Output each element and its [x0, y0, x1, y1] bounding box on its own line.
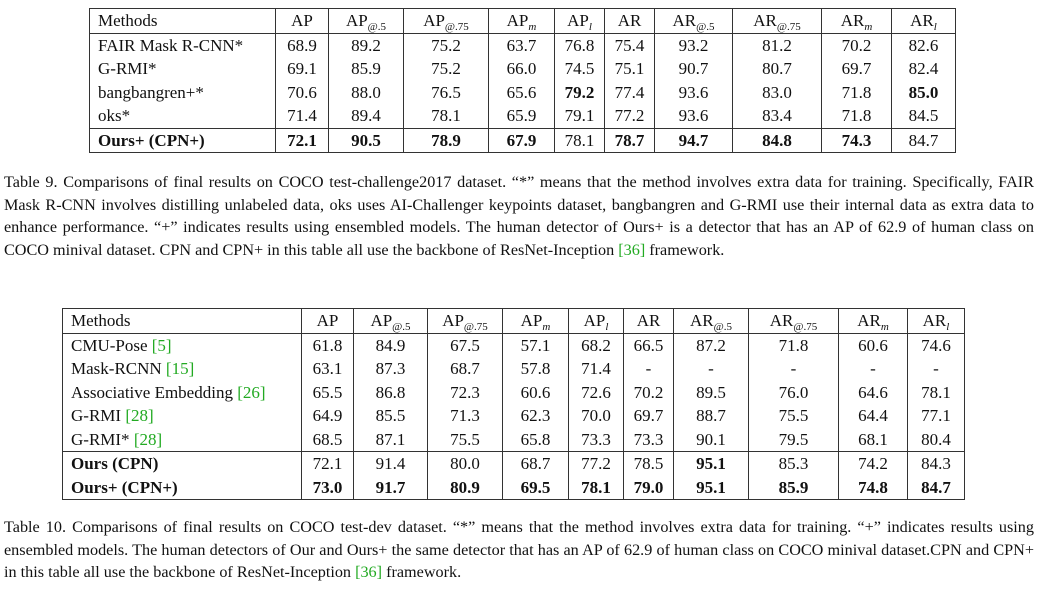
value-cell: 90.1 [674, 428, 749, 452]
value-cell: 78.1 [555, 128, 605, 153]
header-methods: Methods [90, 9, 276, 34]
value-cell: 78.1 [908, 381, 965, 405]
value-cell: 63.7 [489, 33, 555, 57]
value-cell: 75.2 [404, 57, 489, 81]
value-cell: 72.1 [276, 128, 329, 153]
value-cell: 75.1 [605, 57, 655, 81]
method-cell: bangbangren+* [90, 81, 276, 105]
value-cell: 87.2 [674, 333, 749, 357]
value-cell: 60.6 [503, 381, 569, 405]
header-ap: AP [302, 309, 354, 334]
value-cell: 64.4 [839, 404, 908, 428]
table-row [90, 128, 956, 153]
method-cell: Associative Embedding [26] [63, 381, 302, 405]
value-cell: 78.1 [404, 104, 489, 128]
method-cell: G-RMI* [90, 57, 276, 81]
value-cell: 70.2 [822, 33, 892, 57]
value-cell: - [908, 357, 965, 381]
value-cell: 69.7 [624, 404, 674, 428]
table-10-header-row [63, 309, 965, 334]
table-row [63, 428, 965, 452]
value-cell: 76.5 [404, 81, 489, 105]
value-cell: 84.7 [892, 128, 956, 153]
citation-link[interactable]: [5] [151, 335, 172, 355]
value-cell: 63.1 [302, 357, 354, 381]
value-cell: 89.2 [329, 33, 404, 57]
value-cell: 83.4 [733, 104, 822, 128]
value-cell: 80.7 [733, 57, 822, 81]
value-cell: 84.9 [354, 333, 428, 357]
table-row [63, 357, 965, 381]
value-cell: 77.2 [569, 452, 624, 476]
table-10-caption: Table 10. Comparisons of final results on COCO test-dev dataset. “*” means that the method involves extra data for training. “+” indicates results using ensembled models. The human detectors of Our and Ours+ the same detector that has an AP of 62.9 of human class on COCO minival dataset.CPN and CPN+ in this table all use the backbone of ResNet-Inception [36] framework. [4, 518, 1034, 581]
value-cell: 81.2 [733, 33, 822, 57]
method-cell: Ours+ (CPN+) [90, 128, 276, 153]
header-apm: $AP_m$ [503, 309, 569, 334]
value-cell: 94.7 [655, 128, 733, 153]
value-cell: 85.5 [354, 404, 428, 428]
value-cell: 93.6 [655, 104, 733, 128]
header-arl: $AR_l$ [892, 9, 956, 34]
value-cell: 75.5 [428, 428, 503, 452]
value-cell: 80.4 [908, 428, 965, 452]
table-9-caption: Table 9. Comparisons of final results on COCO test-challenge2017 dataset. “*” means that the method involves extra data for training. Specifically, FAIR Mask R-CNN involves distilling unlabeled data, oks uses AI-Challenger keypoints dataset, bangbangren and G-RMI use their internal data as extra data to enhance performance. “+” indicates results using ensembled models. The human detector of Ours+ is a detector that has an AP of 62.9 of human class on COCO minival dataset. CPN and CPN+ in this table all use the backbone of ResNet-Inception [36] framework. [4, 173, 1034, 259]
table-row [63, 404, 965, 428]
table-9-header-row [90, 9, 956, 34]
value-cell: 65.8 [503, 428, 569, 452]
value-cell: 70.2 [624, 381, 674, 405]
value-cell: 84.5 [892, 104, 956, 128]
value-cell: 72.3 [428, 381, 503, 405]
value-cell: 80.0 [428, 452, 503, 476]
header-ar50: $AR_{@.5}$ [655, 9, 733, 34]
value-cell: 69.1 [276, 57, 329, 81]
table-row [63, 452, 965, 476]
value-cell: 71.8 [749, 333, 839, 357]
value-cell: 64.6 [839, 381, 908, 405]
value-cell: 68.7 [503, 452, 569, 476]
value-cell: 85.3 [749, 452, 839, 476]
value-cell: 82.4 [892, 57, 956, 81]
value-cell: 74.3 [822, 128, 892, 153]
value-cell: 65.9 [489, 104, 555, 128]
value-cell: 67.9 [489, 128, 555, 153]
value-cell: 78.1 [569, 476, 624, 500]
value-cell: 67.5 [428, 333, 503, 357]
value-cell: 60.6 [839, 333, 908, 357]
value-cell: 62.3 [503, 404, 569, 428]
method-cell: G-RMI [28] [63, 404, 302, 428]
header-ar: AR [605, 9, 655, 34]
header-apm: $AP_m$ [489, 9, 555, 34]
value-cell: 71.8 [822, 104, 892, 128]
citation-link[interactable]: [28] [133, 429, 163, 449]
table-9 [89, 8, 956, 153]
table-row [63, 476, 965, 500]
value-cell: 79.1 [555, 104, 605, 128]
value-cell: 77.4 [605, 81, 655, 105]
table-10-body [63, 309, 965, 500]
value-cell: 71.4 [569, 357, 624, 381]
value-cell: 72.1 [302, 452, 354, 476]
header-ar50: $AR_{@.5}$ [674, 309, 749, 334]
citation-link[interactable]: [26] [237, 382, 266, 402]
value-cell: 84.7 [908, 476, 965, 500]
table-row [63, 333, 965, 357]
value-cell: 77.1 [908, 404, 965, 428]
value-cell: 73.3 [569, 428, 624, 452]
value-cell: 65.6 [489, 81, 555, 105]
method-cell: FAIR Mask R-CNN* [90, 33, 276, 57]
table-10 [62, 308, 965, 500]
value-cell: - [674, 357, 749, 381]
header-ap: AP [276, 9, 329, 34]
value-cell: 76.8 [555, 33, 605, 57]
value-cell: 84.3 [908, 452, 965, 476]
value-cell: 90.7 [655, 57, 733, 81]
table-row [63, 381, 965, 405]
value-cell: 95.1 [674, 476, 749, 500]
header-ar75: $AR_{@.75}$ [749, 309, 839, 334]
value-cell: 83.0 [733, 81, 822, 105]
method-cell: oks* [90, 104, 276, 128]
value-cell: 68.7 [428, 357, 503, 381]
table-9-body [90, 9, 956, 153]
value-cell: 75.5 [749, 404, 839, 428]
value-cell: 74.8 [839, 476, 908, 500]
method-cell: CMU-Pose [5] [63, 333, 302, 357]
value-cell: 88.0 [329, 81, 404, 105]
value-cell: 74.2 [839, 452, 908, 476]
value-cell: 68.1 [839, 428, 908, 452]
header-ap50: $AP_{@.5}$ [329, 9, 404, 34]
header-ap75: $AP_{@.75}$ [428, 309, 503, 334]
value-cell: 88.7 [674, 404, 749, 428]
value-cell: 80.9 [428, 476, 503, 500]
citation-link[interactable]: [36] [355, 563, 383, 581]
value-cell: 77.2 [605, 104, 655, 128]
value-cell: - [839, 357, 908, 381]
header-ar75: $AR_{@.75}$ [733, 9, 822, 34]
value-cell: 90.5 [329, 128, 404, 153]
value-cell: 85.9 [329, 57, 404, 81]
citation-link[interactable]: [15] [165, 359, 195, 379]
value-cell: 75.4 [605, 33, 655, 57]
citation-link[interactable]: [28] [125, 406, 154, 426]
value-cell: 78.5 [624, 452, 674, 476]
method-cell: Ours+ (CPN+) [63, 476, 302, 500]
value-cell: 71.4 [276, 104, 329, 128]
value-cell: 71.3 [428, 404, 503, 428]
value-cell: 78.9 [404, 128, 489, 153]
value-cell: 73.0 [302, 476, 354, 500]
header-ap50: $AP_{@.5}$ [354, 309, 428, 334]
value-cell: 87.3 [354, 357, 428, 381]
value-cell: 68.2 [569, 333, 624, 357]
header-apl: $AP_l$ [569, 309, 624, 334]
method-cell: Ours (CPN) [63, 452, 302, 476]
header-ar: AR [624, 309, 674, 334]
value-cell: 66.0 [489, 57, 555, 81]
value-cell: 68.5 [302, 428, 354, 452]
value-cell: 93.2 [655, 33, 733, 57]
value-cell: 70.0 [569, 404, 624, 428]
method-cell: Mask-RCNN [15] [63, 357, 302, 381]
value-cell: - [749, 357, 839, 381]
table-row [90, 33, 956, 57]
header-arl: $AR_l$ [908, 309, 965, 334]
value-cell: 70.6 [276, 81, 329, 105]
value-cell: 69.5 [503, 476, 569, 500]
value-cell: 69.7 [822, 57, 892, 81]
value-cell: 91.7 [354, 476, 428, 500]
value-cell: 78.7 [605, 128, 655, 153]
header-apl: $AP_l$ [555, 9, 605, 34]
value-cell: 79.5 [749, 428, 839, 452]
value-cell: 66.5 [624, 333, 674, 357]
value-cell: 64.9 [302, 404, 354, 428]
value-cell: 86.8 [354, 381, 428, 405]
value-cell: 61.8 [302, 333, 354, 357]
value-cell: - [624, 357, 674, 381]
value-cell: 87.1 [354, 428, 428, 452]
value-cell: 75.2 [404, 33, 489, 57]
value-cell: 57.1 [503, 333, 569, 357]
value-cell: 68.9 [276, 33, 329, 57]
citation-link[interactable]: [36] [618, 240, 646, 259]
value-cell: 84.8 [733, 128, 822, 153]
value-cell: 65.5 [302, 381, 354, 405]
value-cell: 85.0 [892, 81, 956, 105]
value-cell: 73.3 [624, 428, 674, 452]
value-cell: 71.8 [822, 81, 892, 105]
value-cell: 74.6 [908, 333, 965, 357]
header-arm: $AR_m$ [822, 9, 892, 34]
header-arm: $AR_m$ [839, 309, 908, 334]
value-cell: 89.5 [674, 381, 749, 405]
value-cell: 74.5 [555, 57, 605, 81]
method-cell: G-RMI* [28] [63, 428, 302, 452]
value-cell: 89.4 [329, 104, 404, 128]
header-methods: Methods [63, 309, 302, 334]
value-cell: 82.6 [892, 33, 956, 57]
value-cell: 72.6 [569, 381, 624, 405]
value-cell: 95.1 [674, 452, 749, 476]
value-cell: 93.6 [655, 81, 733, 105]
header-ap75: $AP_{@.75}$ [404, 9, 489, 34]
value-cell: 79.2 [555, 81, 605, 105]
value-cell: 79.0 [624, 476, 674, 500]
value-cell: 76.0 [749, 381, 839, 405]
table-row [90, 81, 956, 105]
value-cell: 91.4 [354, 452, 428, 476]
table-row [90, 104, 956, 128]
value-cell: 85.9 [749, 476, 839, 500]
value-cell: 57.8 [503, 357, 569, 381]
table-row [90, 57, 956, 81]
